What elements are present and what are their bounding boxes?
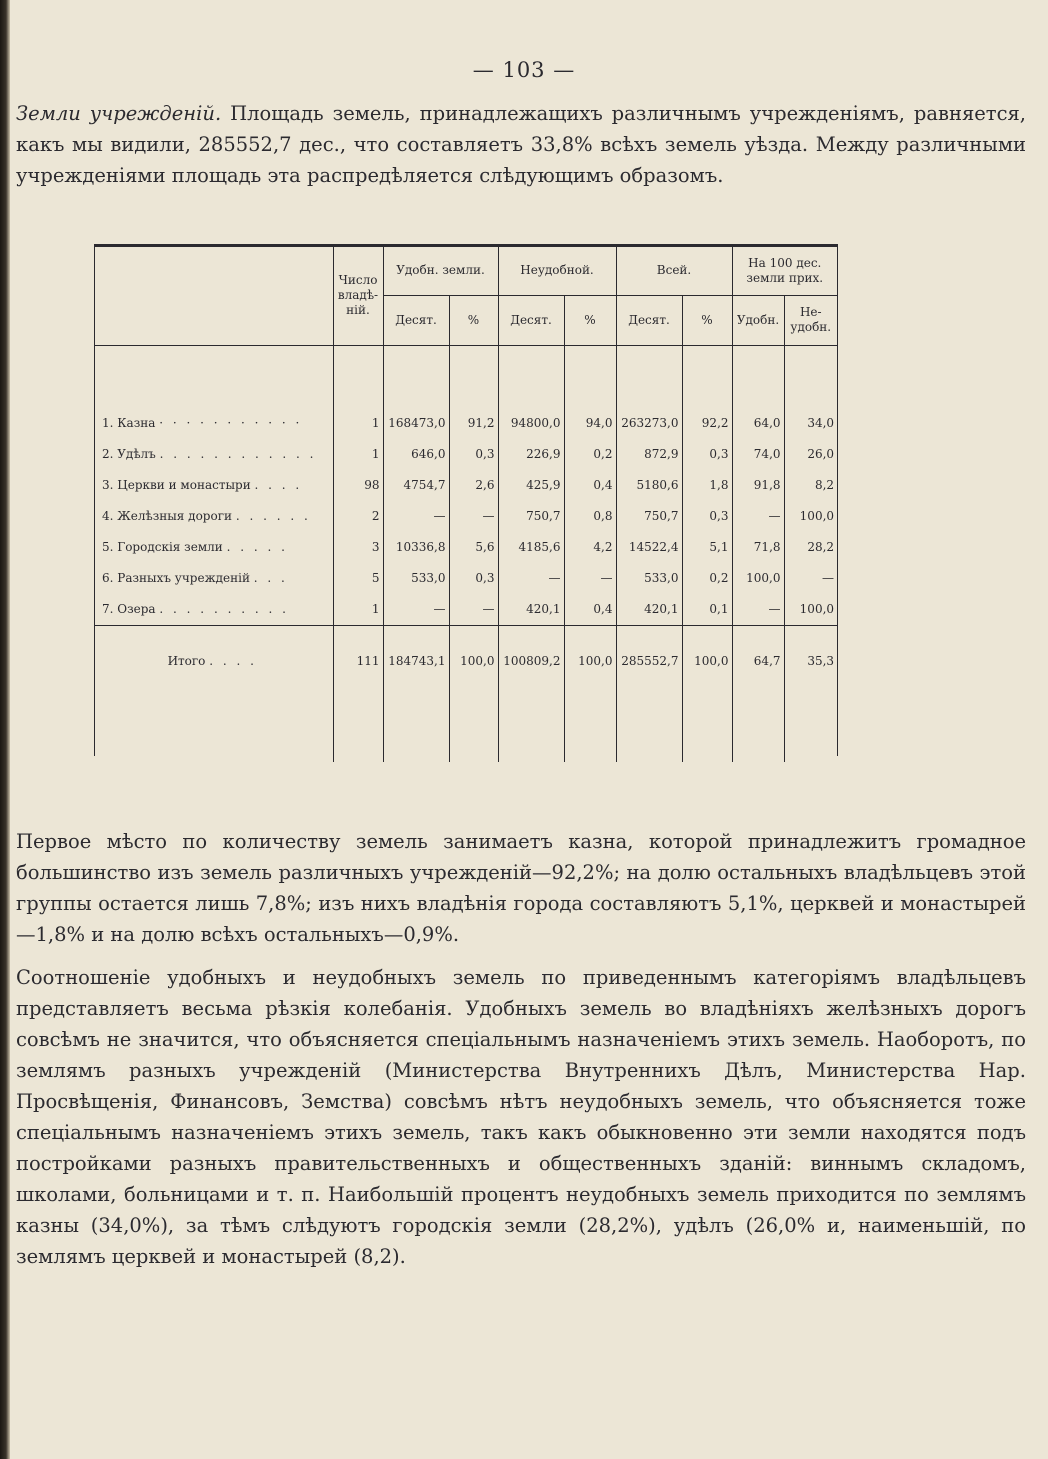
cell-non-p: 4,2	[564, 532, 616, 563]
cell-all-p: 100,0	[682, 625, 732, 696]
cell-non-d: 226,9	[498, 439, 564, 470]
cell-all-d: 285552,7	[616, 625, 682, 696]
cell-count: 98	[333, 470, 383, 501]
header-all-desiat: Десят.	[616, 295, 682, 345]
cell-per-u: —	[732, 594, 784, 626]
cell-per-n: 26,0	[807, 447, 835, 461]
header-total: Всей.	[616, 247, 732, 295]
header-nonarable: Неудобной.	[498, 247, 616, 295]
header-arable: Удобн. земли.	[383, 247, 498, 295]
header-non-desiat: Десят.	[498, 295, 564, 345]
cell-arable-p: 2,6	[449, 470, 498, 501]
cell-per-u: 64,7	[732, 625, 784, 696]
spacer-row	[95, 345, 837, 408]
cell-per-n: 35,3	[784, 625, 837, 696]
cell-count: 111	[333, 625, 383, 696]
cell-arable-d: —	[383, 501, 449, 532]
cell-non-d: —	[498, 563, 564, 594]
section-title: Земли учрежденій.	[16, 102, 222, 125]
cell-non-d: 94800,0	[498, 408, 564, 439]
cell-all-d: 872,9	[616, 439, 682, 470]
table-row	[95, 563, 837, 594]
cell-arable-d: 533,0	[383, 563, 449, 594]
table-row	[95, 439, 837, 470]
leader-dots: . . . .	[254, 478, 303, 492]
cell-all-p: 92,2	[682, 408, 732, 439]
header-arable-desiat: Десят.	[383, 295, 449, 345]
table-row	[95, 532, 837, 563]
cell-all-p: 0,3	[682, 439, 732, 470]
row-owner-name	[95, 532, 333, 563]
cell-non-p: 0,8	[564, 501, 616, 532]
paragraph-2: Первое мѣсто по количеству земель занимаетъ казна, которой принадлежитъ громадное большинство изъ земель различныхъ учрежденій—92,2%; на долю остальныхъ владѣльцевъ этой группы остается лишь 7,8%; изъ нихъ владѣнія города составляютъ 5,1%, церквей и монастырей—1,8% и на долю всѣхъ остальныхъ—0,9%.	[16, 830, 1026, 946]
cell-count: 1	[333, 408, 383, 439]
header-count: Число владѣ-ній.	[333, 247, 383, 345]
cell-per-n: 8,2	[814, 478, 835, 492]
header-per-neudobn: Не-удобн.	[784, 295, 837, 345]
cell-arable-p: 0,3	[449, 439, 498, 470]
cell-non-p: 94,0	[564, 408, 616, 439]
cell-arable-p: 0,3	[449, 563, 498, 594]
total-row	[95, 625, 837, 696]
cell-non-d: 4185,6	[498, 532, 564, 563]
cell-arable-p: —	[449, 501, 498, 532]
cell-count: 3	[333, 532, 383, 563]
cell-all-p: 1,8	[682, 470, 732, 501]
cell-per-u: 100,0	[732, 563, 784, 594]
table-body	[95, 345, 837, 762]
cell-all-d: 14522,4	[616, 532, 682, 563]
owner-label: 6. Разныхъ учрежденій	[102, 571, 250, 585]
cell-per-u: —	[732, 501, 784, 532]
land-table	[94, 244, 838, 756]
cell-all-p: 0,3	[682, 501, 732, 532]
cell-non-p: 0,4	[564, 594, 616, 626]
owner-label: 5. Городскія земли	[102, 540, 223, 554]
header-non-pct: %	[564, 295, 616, 345]
cell-per-u: 71,8	[732, 532, 784, 563]
cell-per-u: 74,0	[732, 439, 784, 470]
filler-row	[95, 696, 837, 762]
row-owner-name	[95, 439, 333, 470]
cell-count: 1	[333, 439, 383, 470]
cell-count: 5	[333, 563, 383, 594]
table-row	[95, 594, 837, 626]
page-number: — 103 —	[472, 58, 576, 82]
cell-all-d: 533,0	[616, 563, 682, 594]
land-distribution-table	[95, 247, 837, 762]
table-row	[95, 501, 837, 532]
header-per100: На 100 дес. земли прих.	[732, 247, 837, 295]
header-arable-pct: %	[449, 295, 498, 345]
cell-non-p: —	[564, 563, 616, 594]
owner-label: 1. Казна	[102, 416, 156, 430]
cell-arable-d: 168473,0	[383, 408, 449, 439]
row-owner-name	[95, 408, 333, 439]
leader-dots: . . . . . . . . . . . .	[159, 447, 317, 461]
cell-per-n: 28,2	[807, 540, 835, 554]
row-owner-name	[95, 470, 333, 501]
cell-per-n: 100,0	[799, 509, 835, 523]
row-owner-name	[95, 563, 333, 594]
cell-count: 1	[333, 594, 383, 626]
cell-all-d: 420,1	[616, 594, 682, 626]
row-owner-name	[95, 625, 333, 696]
leader-dots: . . .	[253, 571, 288, 585]
cell-non-p: 0,2	[564, 439, 616, 470]
cell-all-p: 5,1	[682, 532, 732, 563]
leader-dots: · · · · · · · · · · ·	[159, 416, 303, 430]
leader-dots: . . . . . .	[235, 509, 311, 523]
cell-non-d: 750,7	[498, 501, 564, 532]
cell-per-u: 64,0	[732, 408, 784, 439]
leader-dots: . . . .	[209, 653, 257, 668]
cell-arable-p: 100,0	[449, 625, 498, 696]
cell-non-d: 425,9	[498, 470, 564, 501]
owner-label: 7. Озера	[102, 602, 156, 616]
header-all-pct: %	[682, 295, 732, 345]
owner-label: 4. Желѣзныя дороги	[102, 509, 232, 523]
row-owner-name	[95, 594, 333, 626]
book-spine-shadow	[0, 0, 10, 1459]
cell-all-d: 263273,0	[616, 408, 682, 439]
cell-non-p: 0,4	[564, 470, 616, 501]
cell-arable-d: 646,0	[383, 439, 449, 470]
cell-arable-p: —	[449, 594, 498, 626]
intro-text: Площадь земель, принадлежащихъ различнымъ учрежденіямъ, равняется, какъ мы видили, 285552,7 дес., что составляетъ 33,8% всѣхъ земель уѣзда. Между различными учрежденіями площадь эта распредѣляется слѣдующимъ образомъ.	[16, 102, 1026, 187]
cell-all-d: 750,7	[616, 501, 682, 532]
intro-paragraph	[16, 98, 1026, 191]
cell-arable-d: —	[383, 594, 449, 626]
cell-arable-d: 10336,8	[383, 532, 449, 563]
header-per-udobn: Удобн.	[732, 295, 784, 345]
cell-per-n: 100,0	[799, 602, 835, 616]
cell-per-n: 34,0	[807, 416, 835, 430]
cell-all-p: 0,2	[682, 563, 732, 594]
cell-non-d: 100809,2	[498, 625, 564, 696]
paragraph-3: Соотношеніе удобныхъ и неудобныхъ земель по приведеннымъ категоріямъ владѣльцевъ представляетъ весьма рѣзкія колебанія. Удобныхъ земель во владѣніяхъ желѣзныхъ дорогъ совсѣмъ не значится, что объясняется спеціальнымъ назначеніемъ этихъ земель. Наоборотъ, по землямъ разныхъ учрежденій (Министерства Внутреннихъ Дѣлъ, Министерства Нар. Просвѣщенія, Финансовъ, Земства) совсѣмъ нѣтъ неудобныхъ земель, что объясняется тоже спеціальнымъ назначеніемъ этихъ земель, такъ какъ обыкновенно эти земли находятся подъ постройками разныхъ правительственныхъ и общественныхъ зданій: виннымъ складомъ, школами, больницами и т. п. Наибольшій процентъ неудобныхъ земель приходится по землямъ казны (34,0%), за тѣмъ слѣдуютъ городскія земли (28,2%), удѣлъ (26,0% и, наименьшій, по землямъ церквей и монастырей (8,2).	[16, 966, 1026, 1268]
cell-non-p: 100,0	[564, 625, 616, 696]
leader-dots: . . . . . . . . . .	[159, 602, 289, 616]
table-row	[95, 408, 837, 439]
cell-arable-p: 91,2	[449, 408, 498, 439]
row-owner-name	[95, 501, 333, 532]
leader-dots: . . . . .	[226, 540, 288, 554]
cell-arable-d: 184743,1	[383, 625, 449, 696]
cell-arable-d: 4754,7	[383, 470, 449, 501]
owner-label: 2. Удѣлъ	[102, 447, 156, 461]
cell-arable-p: 5,6	[449, 532, 498, 563]
header-owner-blank	[95, 247, 333, 345]
cell-count: 2	[333, 501, 383, 532]
cell-non-d: 420,1	[498, 594, 564, 626]
cell-per-u: 91,8	[732, 470, 784, 501]
owner-label: Итого	[167, 653, 206, 668]
cell-all-p: 0,1	[682, 594, 732, 626]
table-row	[95, 470, 837, 501]
cell-all-d: 5180,6	[616, 470, 682, 501]
owner-label: 3. Церкви и монастыри	[102, 478, 251, 492]
cell-per-n: —	[822, 571, 835, 585]
